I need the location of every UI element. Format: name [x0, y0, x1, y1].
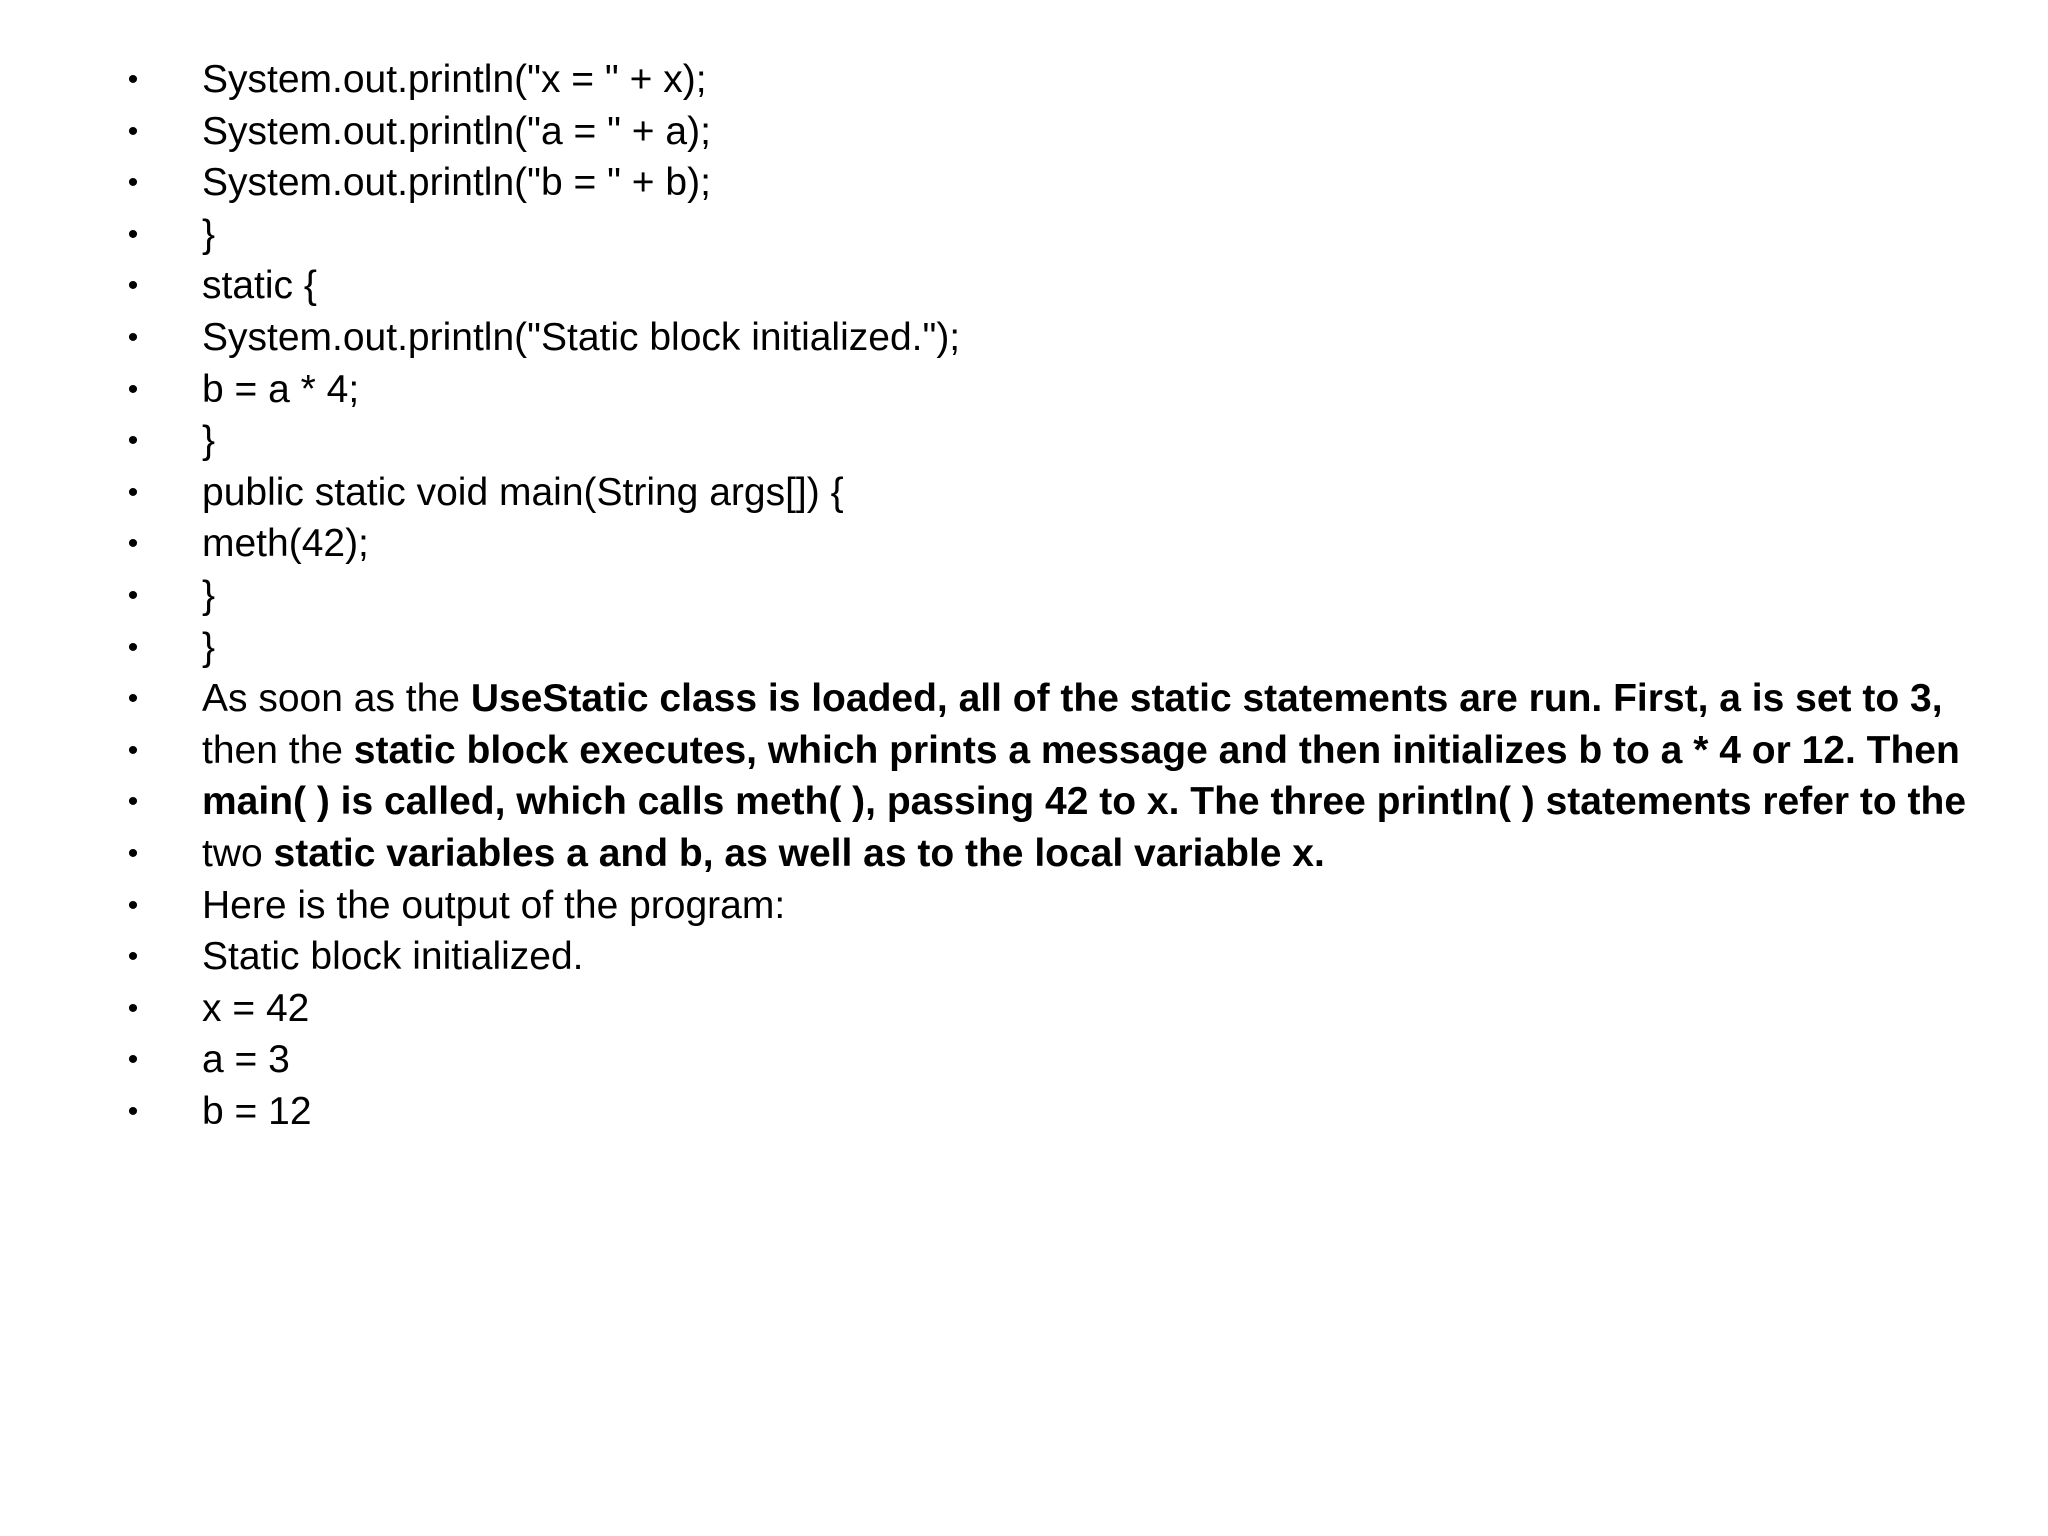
bullet-icon: •	[127, 475, 139, 509]
bullet-text	[202, 312, 960, 364]
text-segment: System.out.println("x = " + x);	[202, 58, 707, 101]
bullet-icon: •	[127, 991, 139, 1025]
bullet-text	[202, 828, 1325, 880]
bullet-icon: •	[127, 1043, 139, 1077]
list-item	[0, 54, 2048, 106]
list-item	[0, 467, 2048, 519]
bold-text-segment: UseStatic class is loaded, all of the static statements are run. First, a is set to 3,	[470, 677, 1943, 721]
text-segment: Here is the output of the program:	[202, 883, 786, 927]
bold-text-segment: static variables a and b, as well as to the local variable x.	[273, 831, 1325, 875]
list-item	[0, 209, 2048, 261]
bullet-list	[0, 54, 2048, 1137]
bullet-icon: •	[127, 578, 139, 612]
bullet-text	[202, 983, 309, 1035]
list-item	[0, 880, 2048, 932]
text-segment: System.out.println("b = " + b);	[202, 161, 711, 205]
bullet-icon: •	[127, 63, 139, 96]
text-segment: System.out.println("Static block initialized.");	[202, 315, 961, 359]
text-segment: then the	[202, 728, 354, 772]
list-item	[0, 983, 2048, 1035]
text-segment: b = a * 4;	[202, 367, 360, 411]
bullet-icon: •	[127, 733, 139, 767]
list-item	[0, 415, 2048, 467]
list-item	[0, 364, 2048, 416]
list-item	[0, 622, 2048, 674]
bullet-icon: •	[127, 527, 139, 561]
text-segment: As soon as the	[202, 677, 471, 721]
list-item	[0, 570, 2048, 622]
bullet-text	[202, 931, 584, 983]
bullet-icon: •	[127, 940, 139, 974]
list-item	[0, 673, 2048, 725]
list-item	[0, 518, 2048, 570]
bullet-icon: •	[127, 114, 139, 148]
list-item	[0, 1034, 2048, 1086]
text-segment: }	[202, 419, 216, 463]
bullet-icon: •	[127, 682, 139, 716]
bullet-icon: •	[127, 888, 139, 922]
bullet-text	[202, 364, 359, 416]
bold-text-segment: static block executes, which prints a message and then initializes b to a * 4 or 12. Then	[353, 728, 1960, 772]
bullet-icon: •	[127, 320, 139, 354]
bullet-icon: •	[127, 269, 139, 303]
bullet-icon: •	[127, 1094, 139, 1128]
bullet-icon: •	[127, 217, 139, 251]
list-item	[0, 725, 2048, 777]
text-segment: System.out.println("a = " + a);	[202, 109, 711, 153]
bullet-text	[202, 725, 1960, 777]
bullet-icon: •	[127, 424, 139, 458]
bullet-text	[202, 776, 1966, 828]
bullet-text	[202, 1086, 312, 1138]
list-item	[0, 828, 2048, 880]
bullet-text	[202, 518, 369, 570]
text-segment: a = 3	[202, 1038, 290, 1082]
bullet-text	[202, 880, 785, 932]
text-segment: two	[202, 831, 274, 875]
bullet-text	[202, 157, 711, 209]
bullet-text	[202, 415, 215, 467]
list-item	[0, 1086, 2048, 1138]
bullet-icon: •	[127, 372, 139, 406]
bullet-icon: •	[127, 836, 139, 870]
list-item	[0, 106, 2048, 158]
text-segment: }	[202, 212, 216, 256]
bullet-text	[202, 1034, 290, 1086]
bullet-text	[202, 106, 711, 158]
text-segment: Static block initialized.	[202, 935, 584, 979]
bullet-text	[202, 570, 215, 622]
list-item	[0, 157, 2048, 209]
text-segment: x = 42	[202, 986, 310, 1030]
bullet-text	[202, 467, 844, 519]
bullet-text	[202, 260, 317, 312]
text-segment: }	[202, 625, 216, 669]
bullet-text	[202, 622, 215, 674]
text-segment: b = 12	[202, 1089, 312, 1133]
bullet-text	[202, 673, 1943, 725]
list-item	[0, 776, 2048, 828]
bullet-icon: •	[127, 785, 139, 819]
list-item	[0, 931, 2048, 983]
text-segment: static {	[202, 264, 317, 308]
bold-text-segment: main( ) is called, which calls meth( ), passing 42 to x. The three println( ) statements refer to the	[202, 780, 1967, 824]
bullet-text	[202, 54, 707, 106]
text-segment: public static void main(String args[]) {	[202, 470, 844, 514]
list-item	[0, 312, 2048, 364]
bullet-icon: •	[127, 166, 139, 200]
bullet-icon: •	[127, 630, 139, 664]
list-item	[0, 260, 2048, 312]
text-segment: }	[202, 573, 216, 617]
text-segment: meth(42);	[202, 522, 369, 566]
bullet-text	[202, 209, 215, 261]
